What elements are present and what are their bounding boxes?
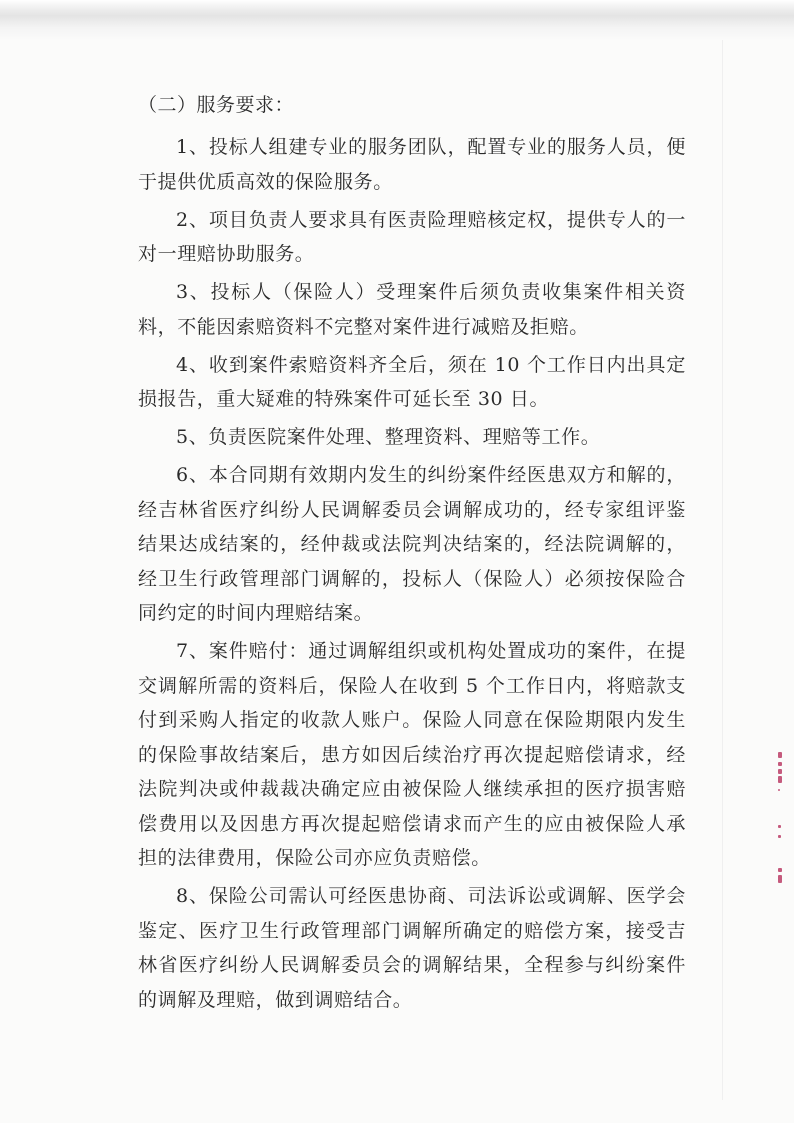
paragraph-2: 2、项目负责人要求具有医责险理赔核定权，提供专人的一对一理赔协助服务。 — [138, 208, 686, 265]
document-page — [138, 88, 686, 1021]
paragraph-8: 8、保险公司需认可经医患协商、司法诉讼或调解、医学会鉴定、医疗卫生行政管理部门调解所确定的赔偿方案，接受吉林省医疗纠纷人民调解委员会的调解结果，全程参与纠纷案件的调解及理赔，做到调赔结合。 — [138, 885, 686, 1011]
paragraph-4: 4、收到案件索赔资料齐全后，须在 10 个工作日内出具定损报告，重大疑难的特殊案件可延长至 30 日。 — [138, 353, 686, 410]
scan-shadow-top — [0, 0, 794, 40]
paragraph-5: 5、负责医院案件处理、整理资料、理赔等工作。 — [176, 426, 601, 448]
paragraph-3: 3、投标人（保险人）受理案件后须负责收集案件相关资料，不能因索赔资料不完整对案件进行减赔及拒赔。 — [138, 281, 686, 338]
seal-edge-mark — [776, 752, 784, 883]
scan-fold-line — [722, 40, 723, 1100]
paragraph-6: 6、本合同期有效期内发生的纠纷案件经医患双方和解的，经吉林省医疗纠纷人民调解委员会调解成功的，经专家组评鉴结果达成结案的，经仲裁或法院判决结案的，经法院调解的，经卫生行政管理部门调解的，投标人（保险人）必须按保险合同约定的时间内理赔结案。 — [138, 464, 686, 624]
section-heading: （二）服务要求： — [138, 94, 295, 116]
paragraph-1: 1、投标人组建专业的服务团队，配置专业的服务人员，便于提供优质高效的保险服务。 — [138, 136, 686, 193]
paragraph-7: 7、案件赔付：通过调解组织或机构处置成功的案件，在提交调解所需的资料后，保险人在收到 5 个工作日内，将赔款支付到采购人指定的收款人账户。保险人同意在保险期限内发生的保险事故结案后，患方如因后续治疗再次提起赔偿请求，经法院判决或仲裁裁决确定应由被保险人继续承担的医疗损害赔偿费用以及因患方再次提起赔偿请求而产生的应由被保险人承担的法律费用，保险公司亦应负责赔偿。 — [138, 640, 686, 869]
